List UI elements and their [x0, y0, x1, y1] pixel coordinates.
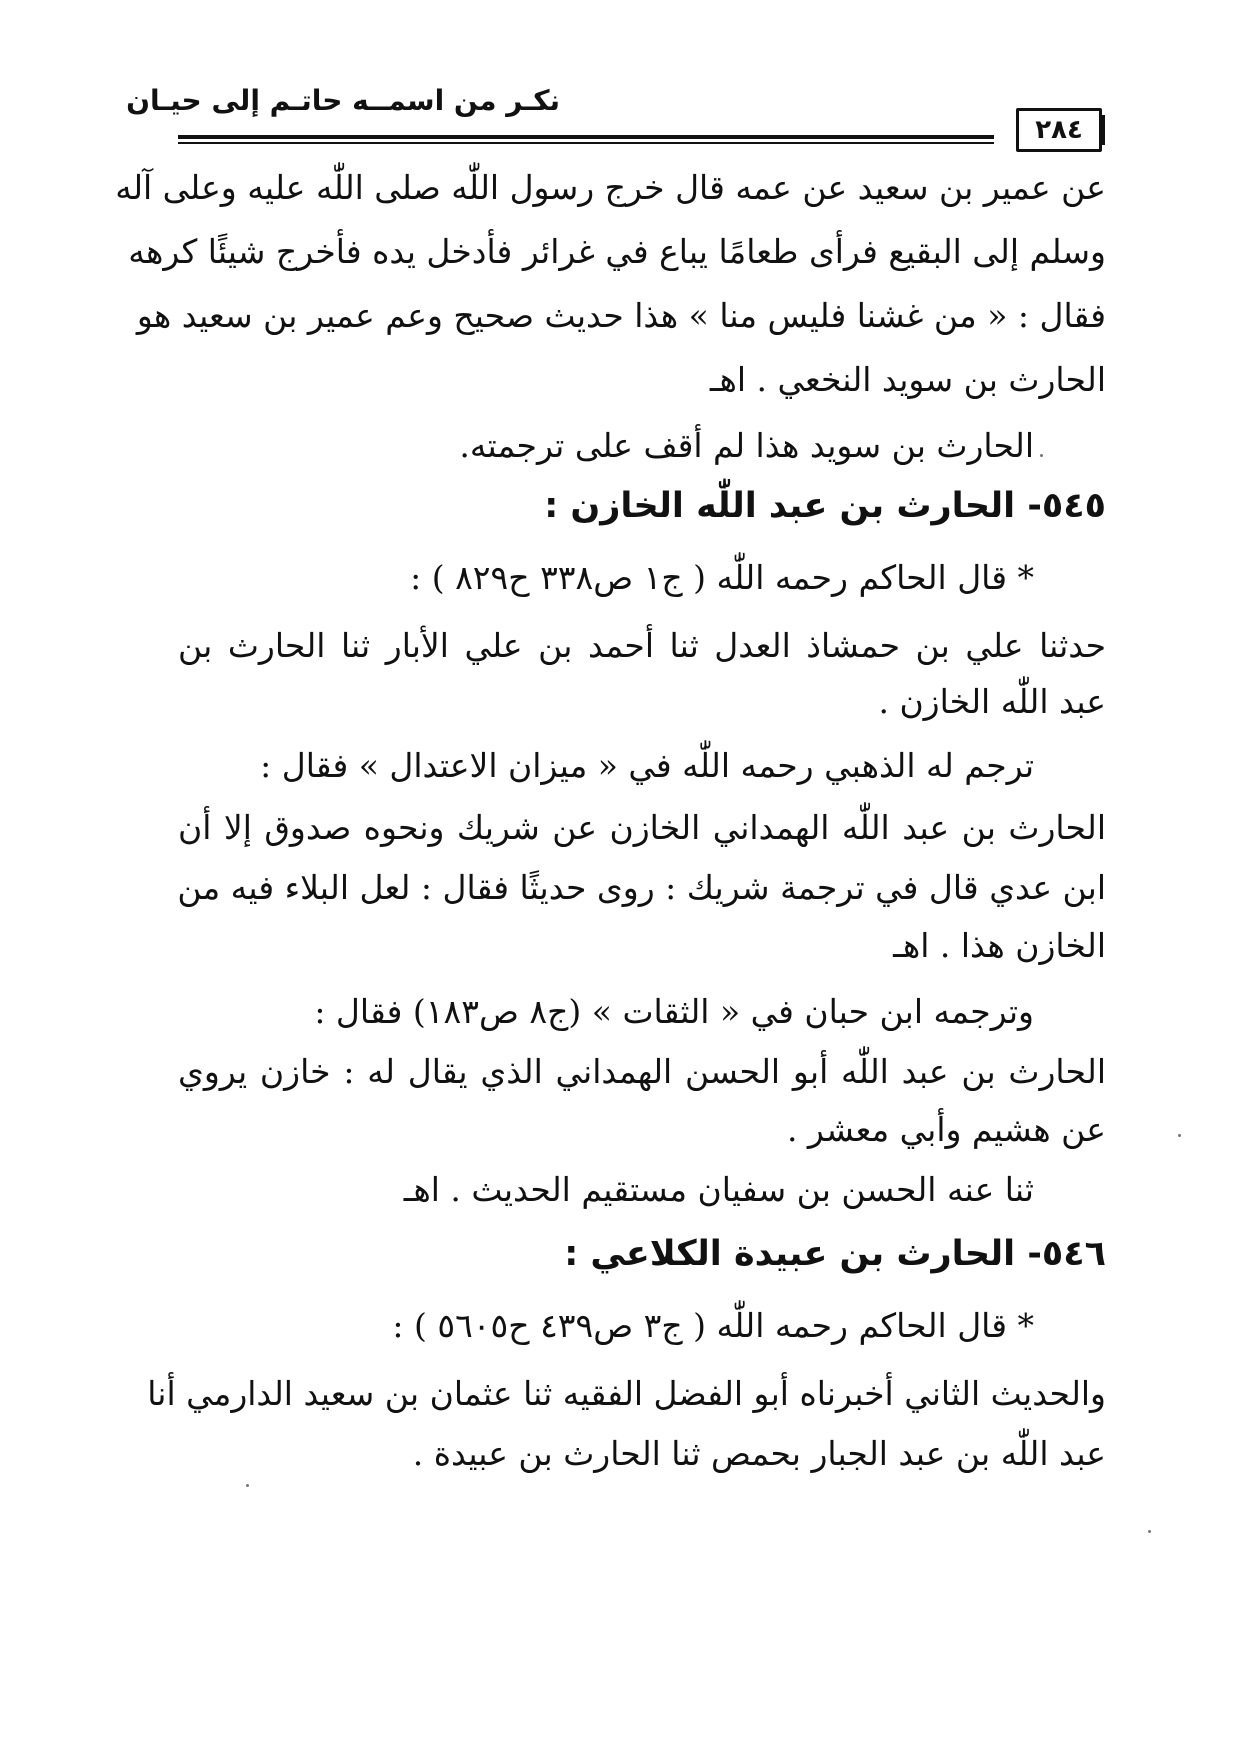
- header-rule-thin: [178, 142, 994, 144]
- scan-speck: [1148, 1530, 1151, 1533]
- paragraph-line: عن هشيم وأبي معشر .: [786, 1110, 1106, 1149]
- paragraph-line: الحارث بن سويد هذا لم أقف على ترجمته.: [459, 426, 1034, 465]
- paragraph-line: ثنا عنه الحسن بن سفيان مستقيم الحديث . اهـ: [403, 1170, 1034, 1209]
- paragraph-line: عن عمير بن سعيد عن عمه قال خرج رسول اللّٰه صلى اللّٰه عليه وعلى آله: [115, 168, 1106, 207]
- source-citation: * قال الحاكم رحمه اللّٰه ( ج١ ص٣٣٨ ح٨٢٩ ) :: [410, 558, 1034, 597]
- paragraph-line: ترجم له الذهبي رحمه اللّٰه في « ميزان الاعتدال » فقال :: [260, 746, 1034, 785]
- entry-heading-546: ٥٤٦- الحارث بن عبيدة الكلاعي :: [564, 1234, 1106, 1274]
- paragraph-line: وسلم إلى البقيع فرأى طعامًا يباع في غرائر فأدخل يده فأخرج شيئًا كرهه: [128, 232, 1106, 271]
- paragraph-line: الحارث بن عبد اللّٰه أبو الحسن الهمداني الذي يقال له : خازن يروي: [178, 1052, 1106, 1091]
- entry-heading-545: ٥٤٥- الحارث بن عبد اللّٰه الخازن :: [544, 486, 1106, 526]
- paragraph-line: ابن عدي قال في ترجمة شريك : روى حديثًا فقال : لعل البلاء فيه من: [177, 868, 1106, 907]
- paragraph-line: الحارث بن سويد النخعي . اهـ: [709, 360, 1106, 399]
- paragraph-line: الخازن هذا . اهـ: [893, 926, 1106, 965]
- source-citation: * قال الحاكم رحمه اللّٰه ( ج٣ ص٤٣٩ ح٥٦٠٥ ) :: [392, 1306, 1034, 1345]
- paragraph-line: والحديث الثاني أخبرناه أبو الفضل الفقيه ثنا عثمان بن سعيد الدارمي أنا: [147, 1374, 1106, 1413]
- scan-speck: [246, 1484, 249, 1487]
- header-rule-thick: [178, 135, 994, 139]
- paragraph-line: فقال : « من غشنا فليس منا » هذا حديث صحيح وعم عمير بن سعيد هو: [136, 296, 1106, 335]
- paragraph-line: وترجمه ابن حبان في « الثقات » (ج٨ ص١٨٣) فقال :: [314, 992, 1034, 1031]
- paragraph-line: عبد اللّٰه بن عبد الجبار بحمص ثنا الحارث بن عبيدة .: [412, 1434, 1106, 1473]
- paragraph-line: عبد اللّٰه الخازن .: [878, 682, 1106, 721]
- scan-speck: [1178, 1134, 1181, 1137]
- running-header-title: نكـر من اسمــه حاتـم إلى حيـان: [126, 84, 560, 117]
- paragraph-line: الحارث بن عبد اللّٰه الهمداني الخازن عن شريك ونحوه صدوق إلا أن: [178, 808, 1106, 847]
- paragraph-line: حدثنا علي بن حمشاذ العدل ثنا أحمد بن علي الأبار ثنا الحارث بن: [178, 626, 1106, 665]
- page-number: ٢٨٤: [1016, 108, 1102, 152]
- scan-speck: [1040, 454, 1043, 457]
